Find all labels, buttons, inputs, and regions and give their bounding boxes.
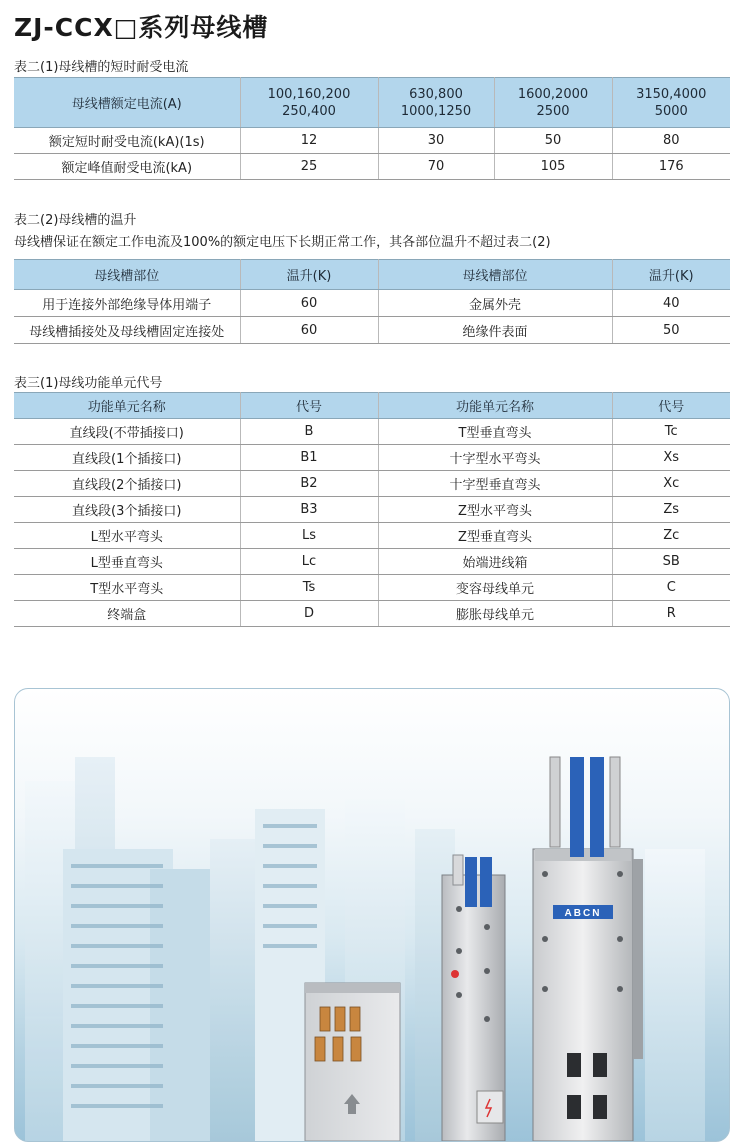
table-cell: B [240, 419, 378, 445]
table-cell: 绝缘件表面 [378, 317, 612, 344]
table-row [14, 419, 730, 445]
row-label: 额定短时耐受电流(kA)(1s) [14, 128, 240, 154]
rated-current-header: 母线槽额定电流(A) [14, 78, 240, 128]
function-unit-code-table [14, 392, 730, 627]
table-row [14, 317, 730, 344]
plug-in-box [305, 983, 400, 1141]
column-header: 代号 [240, 393, 378, 419]
current-group-header: 1600,2000 2500 [494, 78, 612, 128]
current-group-header: 630,800 1000,1250 [378, 78, 494, 128]
table-cell: Ts [240, 575, 378, 601]
short-time-current-table [14, 77, 730, 180]
table-cell: B3 [240, 497, 378, 523]
table-cell: 变容母线单元 [378, 575, 612, 601]
phase-label: ABCN [564, 908, 602, 919]
column-header: 功能单元名称 [14, 393, 240, 419]
page-title: ZJ-CCX□系列母线槽 [14, 13, 269, 42]
column-header: 母线槽部位 [14, 260, 240, 290]
table-cell: Zc [612, 523, 730, 549]
table-cell: Tc [612, 419, 730, 445]
busway-illustration [15, 689, 729, 1141]
table-cell: SB [612, 549, 730, 575]
product-photo [14, 688, 730, 1142]
table-cell: 80 [612, 128, 730, 154]
table-cell: 60 [240, 290, 378, 317]
table-cell: 十字型水平弯头 [378, 445, 612, 471]
table-cell: 金属外壳 [378, 290, 612, 317]
table-cell: Zs [612, 497, 730, 523]
table-row [14, 128, 730, 154]
column-header: 温升(K) [240, 260, 378, 290]
table-row [14, 154, 730, 180]
table-cell: 膨胀母线单元 [378, 601, 612, 627]
table-cell: C [612, 575, 730, 601]
table1-title: 表二(1)母线槽的短时耐受电流 [14, 60, 189, 75]
table-cell: Ls [240, 523, 378, 549]
table-cell: 25 [240, 154, 378, 180]
table-cell: D [240, 601, 378, 627]
column-header: 代号 [612, 393, 730, 419]
current-group-header: 100,160,200 250,400 [240, 78, 378, 128]
table-cell: Z型垂直弯头 [378, 523, 612, 549]
table-cell: B1 [240, 445, 378, 471]
table-cell: 12 [240, 128, 378, 154]
table-row [14, 290, 730, 317]
table-row [14, 523, 730, 549]
table-cell: 用于连接外部绝缘导体用端子 [14, 290, 240, 317]
table-cell: 60 [240, 317, 378, 344]
table-cell: 终端盒 [14, 601, 240, 627]
table-cell: Lc [240, 549, 378, 575]
table-row [14, 497, 730, 523]
table-cell: T型垂直弯头 [378, 419, 612, 445]
temperature-rise-table [14, 259, 730, 344]
column-header: 温升(K) [612, 260, 730, 290]
busway-section-right [533, 757, 643, 1141]
table-cell: 直线段(3个插接口) [14, 497, 240, 523]
current-group-header: 3150,4000 5000 [612, 78, 730, 128]
table-cell: 50 [612, 317, 730, 344]
row-label: 额定峰值耐受电流(kA) [14, 154, 240, 180]
table-cell: 母线槽插接处及母线槽固定连接处 [14, 317, 240, 344]
table-row [14, 575, 730, 601]
column-header: 母线槽部位 [378, 260, 612, 290]
table-cell: 176 [612, 154, 730, 180]
table-cell: L型垂直弯头 [14, 549, 240, 575]
busway-section-middle [442, 855, 505, 1141]
table-row [14, 445, 730, 471]
table-cell: 十字型垂直弯头 [378, 471, 612, 497]
table-cell: 70 [378, 154, 494, 180]
table-cell: 30 [378, 128, 494, 154]
table-cell: 直线段(1个插接口) [14, 445, 240, 471]
table2-note: 母线槽保证在额定工作电流及100%的额定电压下长期正常工作，其各部位温升不超过表二(2) [14, 235, 551, 250]
table-cell: 50 [494, 128, 612, 154]
column-header: 功能单元名称 [378, 393, 612, 419]
building-left [63, 809, 325, 1141]
table-cell: L型水平弯头 [14, 523, 240, 549]
table3-title: 表三(1)母线功能单元代号 [14, 376, 163, 391]
table-cell: 40 [612, 290, 730, 317]
table-cell: 直线段(不带插接口) [14, 419, 240, 445]
table-cell: 直线段(2个插接口) [14, 471, 240, 497]
table-row [14, 601, 730, 627]
table-cell: R [612, 601, 730, 627]
table-cell: T型水平弯头 [14, 575, 240, 601]
table2-title: 表二(2)母线槽的温升 [14, 213, 137, 228]
table-cell: Xc [612, 471, 730, 497]
table-cell: 105 [494, 154, 612, 180]
table-row [14, 549, 730, 575]
table-cell: Xs [612, 445, 730, 471]
table-row [14, 471, 730, 497]
table-cell: 始端进线箱 [378, 549, 612, 575]
table-cell: B2 [240, 471, 378, 497]
table-cell: Z型水平弯头 [378, 497, 612, 523]
